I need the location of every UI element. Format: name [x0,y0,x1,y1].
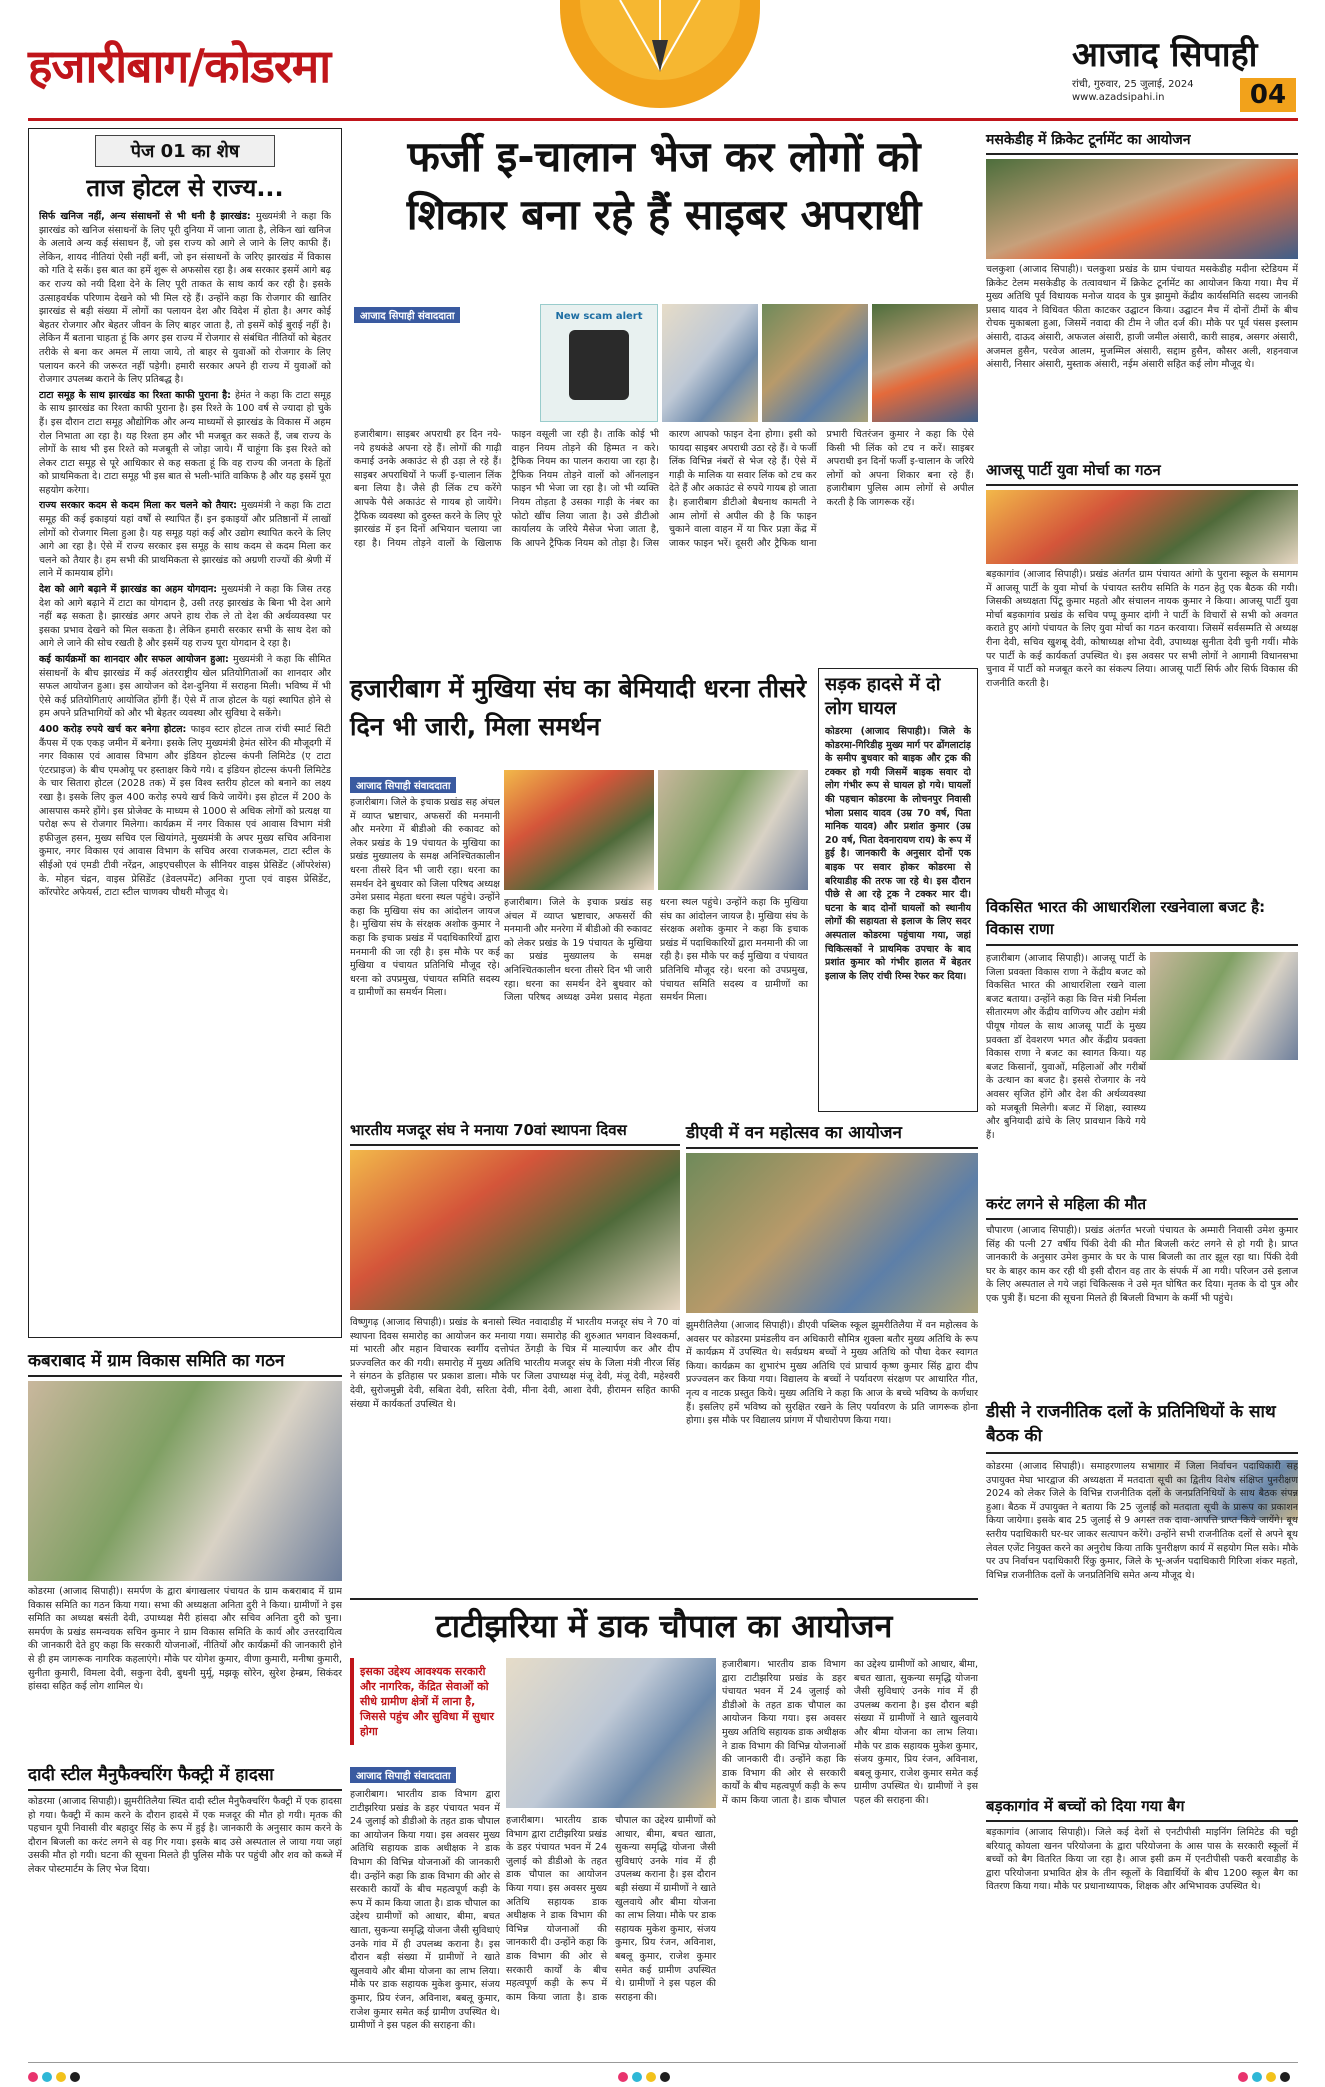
dc-body: कोडरमा (आजाद सिपाही)। समाहरणालय सभागार में जिला निर्वाचन पदाधिकारी सह उपायुक्त मेघा भारद्वाज की अध्यक्षता में मतदाता सूची का द्वितीय विशेष संक्षिप्त पुनरीक्षण 2024 को लेकर जिले के विभिन्न राजनीतिक दलों के जनप्रतिनिधियों के साथ बैठक संपन्न हुआ। बैठक में उपायुक्त ने बताया कि 25 जुलाई को मतदाता सूची के प्रारूप का प्रकाशन किया जायेगा। इसके बाद 25 जुलाई से 9 अगस्त तक दावा-आपत्ति प्राप्त किये जायेंगे। बूथ स्तरीय पदाधिकारी घर-घर जाकर सत्यापन करेंगे। उन्होंने सभी राजनीतिक दलों से अपने बूथ लेवल एजेंट नियुक्त करने का अनुरोध किया ताकि पुनरीक्षण कार्य में सहयोग मिल सके। मौके पर उप निर्वाचन पदाधिकारी रिंकु कुमार, जिले के भू-अर्जन पदाधिकारी गिरिजा शंकर महतो, विभिन्न राजनीतिक दलों के जनप्रतिनिधि समेत अन्य मौजूद थे। [986,1461,1298,1581]
main-story [350,128,978,664]
footer-dot [1266,2072,1276,2082]
dharna-body-right: हजारीबाग। जिले के इचाक प्रखंड सह अंचल में व्याप्त भ्रष्टाचार, अफसरों की मनमानी और मनरेगा में बीडीओ की रुकावट को लेकर प्रखंड के 19 पंचायत के मुखिया का प्रखंड मुख्यालय के समक्ष अनिश्चितकालीन धरना तीसरे दिन भी जारी रहा। धरना का समर्थन देने बुधवार को जिला परिषद अध्यक्ष उमेश प्रसाद मेहता धरना स्थल पहुंचे। उन्होंने कहा कि मुखिया संघ का आंदोलन जायज है। मुखिया संघ के संरक्षक अशोक कुमार ने कहा कि इचाक प्रखंड में पदाधिकारियों द्वारा मनमानी की जा रही है। इस मौके पर कई मुखिया व पंचायत प्रतिनिधि मौजूद रहे। धरना को उपप्रमुख, पंचायत समिति सदस्य व ग्रामीणों का समर्थन मिला। [504,897,808,1004]
paragraph-lead: सिर्फ खनिज नहीं, अन्य संसाधनों से भी धनी है झारखंड: [39,211,256,222]
bag-headline: बड़कागांव में बच्चों को दिया गया बैग [986,1794,1298,1822]
continued-paragraph [39,723,331,900]
tatijhariya-body-right: हजारीबाग। भारतीय डाक विभाग द्वारा टाटीझरिया प्रखंड के डहर पंचायत भवन में 24 जुलाई को डीडीओ के तहत डाक चौपाल का आयोजन किया गया। इस अवसर मुख्य अतिथि सहायक डाक अधीक्षक ने डाक विभाग की विभिन्न योजनाओं की जानकारी दी। उन्होंने कहा कि डाक विभाग की ओर से सरकारी कार्यों के बीच महत्वपूर्ण कड़ी के रूप में काम किया जाता है। डाक चौपाल का उद्देश्य ग्रामीणों को आधार, बीमा, बचत खाता, सुकन्या समृद्धि योजना जैसी सुविधाएं उनके गांव में ही उपलब्ध कराना है। इस दौरान बड़ी संख्या में ग्रामीणों ने खाते खुलवाये और बीमा योजना का लाभ लिया। मौके पर डाक सहायक मुकेश कुमार, संजय कुमार, प्रिय रंजन, अविनाश, बबलू कुमार, राजेश कुमार समेत कई ग्रामीण उपस्थित थे। ग्रामीणों ने इस पहल की सराहना की। [722,1659,978,1806]
cricket-body: चलकुशा (आजाद सिपाही)। चलकुशा प्रखंड के ग्राम पंचायत मसकेडीह मदीना स्टेडियम में क्रिकेट टेलम मसकेडीह के तत्वावधान में क्रिकेट टूर्नामेंट का आयोजन किया गया। मैच में मुख्य अतिथि पूर्व विधायक मनोज यादव के पुत्र झामुमो केंद्रीय कार्यसमिति सदस्य जानकी प्रसाद यादव ने विधिवत फीता काटकर उद्घाटन किया। उद्घाटन मैच में दोनों टीमों के बीच रोचक मुकाबला हुआ, जिसमें नवादा की टीम ने जीत दर्ज की। मौके पर पूर्व पंसस इस्लाम अंसारी, दाऊद अंसारी, अफजल अंसारी, हाजी जमील अंसारी, कारी साहब, असगर अंसारी, अजमल हुसैन, परवेज आलम, मुजम्मिल अंसारी, सद्दाम हुसैन, कौसर अली, शहनवाज अंसारी, निसार अंसारी, मुस्ताक अंसारी, नईम अंसारी सहित कई लोग मौजूद थे। [986,264,1298,371]
dharna-photo-1 [504,770,654,890]
kabrabad-body: कोडरमा (आजाद सिपाही)। समर्पण के द्वारा बंगाखलार पंचायत के ग्राम कबराबाद में ग्राम विकास समिति का गठन किया गया। सभा की अध्यक्षता अनिता दुरी ने किया। ग्रामीणों ने इस समिति का अध्यक्ष बसंती देवी, उपाध्यक्ष मैरी हांसदा और सचिव अनिता दुरी को चुना। समर्पण के प्रखंड समन्वयक सचिन कुमार ने ग्राम विकास समिति के कार्य और उत्तरदायित्व की जानकारी देते हुए कहा कि सरकारी योजनाओं, नीतियों और कार्यक्रमों की जानकारी होने से ही हम जागरूक नागरिक कहलाएंगे। मौके पर योगेश कुमार, वीणा कुमारी, मनीषा कुमारी, सुनीता कुमारी, विमला देवी, सकुना देवी, बुधनी मुर्मू, मझकू सोरेन, सुरेश हेम्ब्रम, सिकंदर हांसदा सहित कई लोग शामिल थे। [28,1586,342,1693]
cricket-headline: मसकेडीह में क्रिकेट टूर्नामेंट का आयोजन [986,128,1298,155]
dadi-story [28,1760,342,2050]
dav-photo [686,1153,978,1313]
bms-body: विष्णुगढ़ (आजाद सिपाही)। प्रखंड के बनासो स्थित नवादाडीह में भारतीय मजदूर संघ ने 70 वां स्थापना दिवस समारोह का आयोजन कर मनाया गया। समारोह की शुरुआत भगवान विश्वकर्मा, मां भारती और महान विचारक स्वर्गीय दत्तोपंत ठेंगड़ी के चित्र में माल्यार्पण कर और दीप प्रज्ज्वलित कर की गयी। समारोह में मुख्य अतिथि भारतीय मजदूर संघ के जिला मंत्री नीरज सिंह ने संगठन के इतिहास पर प्रकाश डाला। मौके पर जिला उपाध्यक्ष मंजू देवी, मंजू देवी, महेश्वरी देवी, सुरोजमुन्नी देवी, सबिता देवी, सरिता देवी, मीना देवी, आशा देवी, हीरामन सहित काफी संख्या में कार्यकर्ता उपस्थित थे। [350,1317,680,1410]
budget-body: हजारीबाग (आजाद सिपाही)। आजसू पार्टी के जिला प्रवक्ता विकास राणा ने केंद्रीय बजट को विकसित भारत की आधारशिला रखने वाला बजट बताया। उन्होंने कहा कि वित्त मंत्री निर्मला सीतारमण और केंद्रीय वाणिज्य और उद्योग मंत्री पीयूष गोयल के साथ आजसू पार्टी के मुख्य प्रवक्ता डॉ देवशरण भगत और केंद्रीय प्रवक्ता विकास राणा ने बजट का स्वागत किया। यह बजट किसानों, युवाओं, महिलाओं और गरीबों के उत्थान का बजट है। इससे रोजगार के नये अवसर सृजित होंगे और देश की अर्थव्यवस्था को मजबूती मिलेगी। बजट में शिक्षा, स्वास्थ्य और बुनियादी ढांचे के लिए प्रावधान किये गये हैं। [986,953,1146,1141]
echallan-poster [540,304,658,422]
header-rule [28,118,1298,121]
traffic-police-photo-1 [762,304,868,422]
footer-dot [28,2072,38,2082]
tatijhariya-photo [506,1658,716,1808]
paragraph-text: फाइव स्टार होटल ताज रांची स्मार्ट सिटी कैंपस में एक एकड़ जमीन में बनेगा। इसके लिए मुख्यमंत्री हेमंत सोरेन की मौजूदगी में नगर विकास एवं आवास विभाग और इंडियन होटल्स कंपनी लिमिटेड (ए टाटा एंटरप्राइज) के बीच एमओयू पर हस्ताक्षर किये गये। द इंडियन होटल्स कंपनी लिमिटेड के चार सितारा होटल (2028 तक) में इस विश्व स्तरीय होटल को बनाने का लक्ष्य रखा है। इसके लिए कुल 400 करोड़ रुपये खर्च किये जायेंगे। इस होटल में 200 के आसपास कमरे होंगे। इस प्रोजेक्ट के माध्यम से 1000 से अधिक लोगों को प्रत्यक्ष या परोक्ष रूप से रोजगार मिलेगा। कार्यक्रम में नगर विकास एवं आवास विभाग मंत्री हफीजुल हसन, मुख्य सचिव एल खियांगते, मुख्यमंत्री के अपर मुख्य सचिव अविनाश कुमार, नगर विकास एवं आवास विभाग के सचिव अरवा राजकमल, टाटा स्टील के सीईओ एवं एमडी टीवी नरेंद्रन, आइएचसीएल के सीनियर वाइस प्रेसिडेंट (ऑपरेशंस) के. मोहन चंद्रन, वाइस प्रेसिडेंट (डेवलपमेंट) अनिका गुप्ता एवं वाइस प्रेसिडेंट, कॉरपोरेट अफेयर्स, टाटा स्टील चाणक्य चौधरी मौजूद थे। [39,723,331,899]
tatijhariya-story [350,1598,978,2050]
kabrabad-headline: कबराबाद में ग्राम विकास समिति का गठन [28,1346,342,1377]
paper-name: आजाद सिपाही [1072,35,1258,75]
continued-body [39,210,331,1330]
tatijhariya-byline: आजाद सिपाही संवाददाता [350,1764,456,1783]
continued-paragraph [39,210,331,387]
ajsu-body: बड़कागांव (आजाद सिपाही)। प्रखंड अंतर्गत ग्राम पंचायत आंगो के पुराना स्कूल के समागम में आजसू पार्टी के युवा मोर्चा के पंचायत स्तरीय समिति के गठन हेतु एक बैठक की गयी। जिसकी अध्यक्षता पिंटू कुमार महतो और संचालन नायक कुमार ने किया। आजसू पार्टी युवा मोर्चा बड़कागांव प्रखंड के सचिव पप्पू कुमार दांगी ने पार्टी के विचारों से सभी को अवगत कराते हुए आंगो पंचायत के लिए युवा मोर्चा का गठन करवाया। जिसमें सर्वसम्मति से अध्यक्ष रीना देवी, सचिव खुशबू देवी, कोषाध्यक्ष शोभा देवी, उपाध्यक्ष सुनीता देवी चुनी गयीं। मौके पर पार्टी के कई कार्यकर्ता उपस्थित थे। इस अवसर पर सभी लोगों ने आगामी विधानसभा चुनाव में पार्टी को मजबूत करने का संकल्प लिया। आजसू पार्टी सिर्फ और सिर्फ विकास की राजनीति करती है। [986,569,1298,689]
paragraph-lead: देश को आगे बढ़ाने में झारखंड का अहम योगदान: [39,584,222,596]
paragraph-lead: राज्य सरकार कदम से कदम मिला कर चलने को तैयार: [39,500,242,512]
footer-dot [618,2072,628,2082]
tatijhariya-body-mid: हजारीबाग। भारतीय डाक विभाग द्वारा टाटीझरिया प्रखंड के डहर पंचायत भवन में 24 जुलाई को डीडीओ के तहत डाक चौपाल का आयोजन किया गया। इस अवसर मुख्य अतिथि सहायक डाक अधीक्षक ने डाक विभाग की विभिन्न योजनाओं की जानकारी दी। उन्होंने कहा कि डाक विभाग की ओर से सरकारी कार्यों के बीच महत्वपूर्ण कड़ी के रूप में काम किया जाता है। डाक चौपाल का उद्देश्य ग्रामीणों को आधार, बीमा, बचत खाता, सुकन्या समृद्धि योजना जैसी सुविधाएं उनके गांव में ही उपलब्ध कराना है। इस दौरान बड़ी संख्या में ग्रामीणों ने खाते खुलवाये और बीमा योजना का लाभ लिया। मौके पर डाक सहायक मुकेश कुमार, संजय कुमार, प्रिय रंजन, अविनाश, बबलू कुमार, राजेश कुमार समेत कई ग्रामीण उपस्थित थे। ग्रामीणों ने इस पहल की सराहना की। [506,1815,716,2003]
current-story [986,1192,1298,1392]
footer-dot [1280,2072,1290,2082]
main-body: हजारीबाग। साइबर अपराधी हर दिन नये-नये हथकंडे अपना रहे हैं। लोगों की गाढ़ी कमाई उनके अकाउंट से ही उड़ा ले रहे हैं। साइबर अपराधियों ने फर्जी इ-चालान लिंक बना लिया है। जैसे ही लिंक टच करेंगे आपके पैसे अकाउंट से गायब हो जायेंगे। ट्रैफिक व्यवस्था को दुरुस्त करने के लिए पूरे झारखंड में इन दिनों अभियान चलाया जा रहा है। नियम तोड़ने वालों के खिलाफ फाइन वसूली जा रही है। ताकि कोई भी वाहन नियम तोड़ने की हिम्मत न करे। ट्रैफिक नियम का पालन कराया जा रहा है। ट्रैफिक नियम तोड़ने वालों को ऑनलाइन फाइन भी भेजा जा रहा है। जो भी व्यक्ति नियम तोड़ता है उसका गाड़ी के नंबर का फोटो खींच लिया जाता है। उसे डीटीओ कार्यालय के जरिये मैसेज भेजा जाता है, कि आपने ट्रैफिक नियम को तोड़ा है। जिस कारण आपको फाइन देना होगा। इसी को फायदा साइबर अपराधी उठा रहे हैं। वे फर्जी लिंक विभिन्न नंबरों से भेज रहे हैं। ऐसे में गाड़ी के मालिक या सवार लिंक को टच कर देते हैं और अकाउंट से रुपये गायब हो जाता है। हजारीबाग डीटीओ बैधनाथ कामती ने आम लोगों से अपील की है कि फाइन चुकाने वाला वाहन में या फिर प्रज्ञा केंद्र में जाकर फाइन भरें। दूसरी और ट्रैफिक थाना प्रभारी चितरंजन कुमार ने कहा कि ऐसे किसी भी लिंक को टच न करें। साइबर अपराधी इन दिनों फर्जी इ-चालान के जरिये लोगों को अपना शिकार बना रहे हैं। हजारीबाग पुलिस आम लोगों से अपील करती है कि जागरूक रहें। [354,429,974,549]
dc-headline: डीसी ने राजनीतिक दलों के प्रतिनिधियों के साथ बैठक की [986,1398,1298,1454]
budget-photo [1150,952,1298,1060]
continued-paragraph [39,389,331,498]
dharna-story [350,670,810,1110]
continued-label: पेज 01 का शेष [95,135,275,167]
bms-story [350,1118,680,1592]
main-byline [354,304,534,323]
tatijhariya-headline: टाटीझरिया में डाक चौपाल का आयोजन [350,1598,978,1652]
byline-tag: आजाद सिपाही संवाददाता [354,307,460,323]
road-accident-headline: सड़क हादसे में दो लोग घायल [825,674,941,719]
paragraph-text: मुख्यमंत्री ने कहा कि सीमित संसाधनों के बीच झारखंड में कई अंतरराष्ट्रीय खेल प्रतियोगिताओं का शानदार और सफल आयोजन हुआ। इस आयोजन को देश-दुनिया में सराहना मिली। भविष्य में भी ऐसे कई प्रतियोगिताएं आयोजित होंगी हैं। ऐसे में ताज होटल के यहां स्थापित होने से हम अपने प्रतिभागियों को और भी बेहतर व्यवस्था और सुविधा दे सकेंगे। [39,654,331,720]
footer-dot [1238,2072,1248,2082]
traffic-signal-photo [662,304,758,422]
continued-paragraph [39,499,331,581]
footer-dots-left [28,2067,84,2086]
paragraph-text: हेमंत ने कहा कि टाटा समूह के साथ झारखंड का रिश्ता काफी पुराना है। इस रिश्ते के 100 वर्ष से ज्यादा हो चुके हैं। इस दौरान टाटा समूह औद्योगिक और अन्य माध्यमों से झारखंड के विकास में अहम रोल निभाता आ रहा है। यह रिश्ता हम और भी मजबूत कर सकते हैं, जब राज्य के लोगों के साथ भी इस रिश्ते को मजबूती से जोड़ा जाये। मैं चाहूंगा कि इस रिश्ते को लेकर टाटा समूह से पूरे आधिकार से कह सकता हूं कि वह राज्य की जनता के हितों को प्राथमिकता दे। टाटा समूह भी इस बात से भली-भांति वाकिफ है और यह इसमें पूरा सहयोग करेगा। [39,389,331,496]
footer-dot [70,2072,80,2082]
poster-text: New scam alert [555,311,643,322]
bag-body: बड़कागांव (आजाद सिपाही)। जिले कई देशों से एनटीपीसी माइनिंग लिमिटेड की चट्टी बरियातू कोयला खनन परियोजना के द्वारा परियोजना के आस पास के सरकारी स्कूलों में बच्चों को बैग वितरित किया जा रहा है। आज इसी क्रम में एनटीपीसी पकरी बरवाडीह के द्वारा परियोजना प्रभावित क्षेत्र के तीन स्कूलों के विद्यार्थियों के बीच 1200 स्कूल बैग का वितरण किया गया। मौके पर प्रधानाध्यापक, शिक्षक और अभिभावक उपस्थित थे। [986,1827,1298,1893]
dadi-headline: दादी स्टील मैनुफैक्चरिंग फैक्ट्री में हादसा [28,1760,342,1791]
ajsu-photo [986,490,1298,564]
footer-dot [646,2072,656,2082]
traffic-police-photo-2 [872,304,978,422]
continued-paragraph [39,583,331,651]
bms-photo [350,1150,680,1310]
ajsu-headline: आजसू पार्टी युवा मोर्चा का गठन [986,458,1298,486]
footer-dot [1252,2072,1262,2082]
bms-headline: भारतीय मजदूर संघ ने मनाया 70वां स्थापना दिवस [350,1118,680,1146]
footer-dot [632,2072,642,2082]
budget-headline: विकसित भारत की आधारशिला रखनेवाला बजट है: विकास राणा [986,894,1298,946]
footer-dot [42,2072,52,2082]
phone-graphic [569,330,629,400]
section-title: हजारीबाग/कोडरमा [28,39,331,93]
dc-story [986,1398,1298,1788]
date-line: रांची, गुरुवार, 25 जुलाई, 2024 [1072,79,1194,90]
paragraph-text: मुख्यमंत्री ने कहा कि टाटा समूह की कई इकाइयां यहां वर्षों से स्थापित हैं। इन इकाइयों और प्रतिष्ठानों में लाखों लोगों को रोजगार मिला हुआ है। यह समूह यहां कई और उद्योग स्थापित करने के लिए आगे आ रहा है। ऐसे में राज्य सरकार इस समूह के साथ कदम से कदम मिला कर चलने को तैयार है। हम सभी की प्राथमिकता से झारखंड को अग्रणी राज्यों की श्रेणी में लाने में कामयाब होंगे। [39,500,331,580]
tatijhariya-quote: इसका उद्देश्य आवश्यक सरकारी और नागरिक, केंद्रित सेवाओं को सीधे ग्रामीण क्षेत्रों में लाना है, जिससे पहुंच और सुविधा में सुधार होगा [350,1658,500,1745]
budget-story [986,894,1298,1186]
ajsu-story [986,458,1298,888]
cricket-story [986,128,1298,454]
current-body: चौपारण (आजाद सिपाही)। प्रखंड अंतर्गत भरजो पंचायत के अम्मारी निवासी उमेश कुमार सिंह की पत्नी 27 वर्षीय पिंकी देवी की मौत बिजली करंट लगने से हो गयी है। प्राप्त जानकारी के अनुसार उमेश कुमार के घर के पास बिजली का तार झूल रहा था। पिंकी देवी घर के बाहर काम कर रही थी इसी दौरान वह तार के संपर्क में आ गयी। परिजन उसे इलाज के लिए अस्पताल ले गये जहां चिकित्सक ने उसे मृत घोषित कर दिया। मृतक के दो पुत्र और एक पुत्री हैं। घटना की सूचना मिलते ही बिजली विभाग के कर्मी भी पहुंचे। [986,1225,1298,1304]
cricket-photo [986,159,1298,259]
footer-dots-center [618,2067,674,2086]
paragraph-lead: टाटा समूह के साथ झारखंड का रिश्ता काफी पुराना है: [39,389,235,401]
page-number: 04 [1240,78,1296,112]
continued-story-box [28,128,342,1338]
paragraph-lead: कई कार्यक्रमों का शानदार और सफल आयोजन हुआ: [39,654,233,665]
dharna-photo-2 [658,770,808,890]
dav-headline: डीएवी में वन महोत्सव का आयोजन [686,1118,978,1149]
bag-story [986,1794,1298,2050]
dharna-byline: आजाद सिपाही संवाददाता [350,774,456,793]
page-header [0,0,1325,118]
footer-dots-right [1238,2067,1294,2086]
footer-dot [660,2072,670,2082]
kabrabad-story [28,1346,342,1756]
dav-body: झुमरीतिलैया (आजाद सिपाही)। डीएवी पब्लिक स्कूल झुमरीतिलैया में वन महोत्सव के अवसर पर कोडरमा प्रमंडलीय वन अधिकारी सौमित्र शुक्ला बतौर मुख्य अतिथि के रूप में कार्यक्रम में उपस्थित थे। सर्वप्रथम बच्चों ने मुख्य अतिथि को पौधा देकर स्वागत किया। कार्यक्रम का शुभारंभ मुख्य अतिथि एवं प्राचार्य कृष्ण कुमार सिंह द्वारा दीप प्रज्ज्वलन कर किया गया। विद्यालय के बच्चों ने पर्यावरण संरक्षण पर आधारित गीत, नृत्य व नाटक प्रस्तुत किये। मुख्य अतिथि ने कहा कि आज के बच्चे भविष्य के कर्णधार हैं। इसलिए हमें भविष्य को सुरक्षित रखने के लिए पर्यावरण के प्रति जागरूक होना होगा। इस मौके पर विद्यालय प्रांगण में पौधारोपण किया गया। [686,1320,978,1427]
paragraph-text: मुख्यमंत्री ने कहा कि झारखंड को खनिज संसाधनों के लिए पूरी दुनिया में जाना जाता है, लेकिन खां खनिज के अलावे अन्य कई संसाधन हैं, जो इस राज्य को आगे ले जाने के लिए काफी हैं। लेकिन, शायद नीतियां ऐसी नहीं बनीं, जो इन संसाधनों के जरिए झारखंड में विकास को गति दे सकें। इस बात का हमें शुरू से अफसोस रहा है। अब सरकार इसमें आगे बढ़ कर राज्य को नयी दिशा देने के लिए पूरी ताकत के साथ कार्य कर रही है। इसके उत्साहवर्धक परिणाम देखने को भी मिल रहे हैं। उन्होंने कहा कि रोजगार की खातिर झारखंड से बड़ी संख्या में लोगों का पलायन देश और विदेश में होता है। अगर कोई बेहतर रोजगार और बेहतर जीवन के लिए बाहर जाता है, तो इसमें कोई बुराई नहीं है। लेकिन मैं बताना चाहता हूं कि अगर इस राज्य में रोजगार से संबंधित नीतियों को बेहतर तरीके से बना कर अमल में लाया जाये, तो बाहर से युवाओं को रोजगार के लिए पलायन करने की जरूरत नहीं पड़ेगी। हमारी सरकार अपने ही राज्य में युवाओं को रोजगार उपलब्ध कराने के लिए प्रतिबद्ध है। [39,211,331,386]
kabrabad-photo [28,1381,342,1581]
website-link[interactable]: www.azadsipahi.in [1072,92,1165,103]
dharna-body-left: हजारीबाग। जिले के इचाक प्रखंड सह अंचल में व्याप्त भ्रष्टाचार, अफसरों की मनमानी और मनरेगा में बीडीओ की रुकावट को लेकर प्रखंड के 19 पंचायत के मुखिया का प्रखंड मुख्यालय के समक्ष अनिश्चितकालीन धरना तीसरे दिन भी जारी रहा। धरना का समर्थन देने बुधवार को जिला परिषद अध्यक्ष उमेश प्रसाद मेहता धरना स्थल पहुंचे। उन्होंने कहा कि मुखिया संघ का आंदोलन जायज है। मुखिया संघ के संरक्षक अशोक कुमार ने कहा कि इचाक प्रखंड में पदाधिकारियों द्वारा मनमानी की जा रही है। इस मौके पर कई मुखिया व पंचायत प्रतिनिधि मौजूद रहे। धरना को उपप्रमुख, पंचायत समिति सदस्य व ग्रामीणों का समर्थन मिला। [350,797,500,999]
main-headline: फर्जी इ-चालान भेज कर लोगों को शिकार बना रहे हैं साइबर अपराधी [406,132,922,239]
paragraph-lead: 400 करोड़ रुपये खर्च कर बनेगा होटल: [39,723,191,735]
page-footer [28,2062,1298,2078]
dav-story [686,1118,978,1592]
sun-logo [560,0,760,112]
dharna-headline: हजारीबाग में मुखिया संघ का बेमियादी धरना तीसरे दिन भी जारी, मिला समर्थन [350,674,807,741]
tatijhariya-body-left: हजारीबाग। भारतीय डाक विभाग द्वारा टाटीझरिया प्रखंड के डहर पंचायत भवन में 24 जुलाई को डीडीओ के तहत डाक चौपाल का आयोजन किया गया। इस अवसर मुख्य अतिथि सहायक डाक अधीक्षक ने डाक विभाग की विभिन्न योजनाओं की जानकारी दी। उन्होंने कहा कि डाक विभाग की ओर से सरकारी कार्यों के बीच महत्वपूर्ण कड़ी के रूप में काम किया जाता है। डाक चौपाल का उद्देश्य ग्रामीणों को आधार, बीमा, बचत खाता, सुकन्या समृद्धि योजना जैसी सुविधाएं उनके गांव में ही उपलब्ध कराना है। इस दौरान बड़ी संख्या में ग्रामीणों ने खाते खुलवाये और बीमा योजना का लाभ लिया। मौके पर डाक सहायक मुकेश कुमार, संजय कुमार, प्रिय रंजन, अविनाश, बबलू कुमार, राजेश कुमार समेत कई ग्रामीण उपस्थित थे। ग्रामीणों ने इस पहल की सराहना की। [350,1789,500,2032]
road-accident-body: कोडरमा (आजाद सिपाही)। जिले के कोडरमा-गिरिडीह मुख्य मार्ग पर ढोंगलाटांड़ के समीप बुधवार को बाइक और ट्रक की टक्कर हो गयी जिसमें बाइक सवार दो लोग गंभीर रूप से घायल हो गये। घायलों की पहचान कोडरमा के लोचनपुर निवासी भोला प्रसाद यादव (उम्र 70 वर्ष, पिता मानिक यादव) और प्रशांत कुमार (उम्र 20 वर्ष, पिता देवनारायण राय) के रूप में हुई है। जानकारी के अनुसार दोनों एक बाइक पर सवार होकर कोडरमा से बरियाडीह की तरफ जा रहे थे। इस दौरान पीछे से आ रहे ट्रक ने टक्कर मार दी। घटना के बाद दोनों घायलों को स्थानीय लोगों की सहायता से इलाज के लिए सदर अस्पताल कोडरमा पहुंचाया गया, जहां चिकित्सकों ने प्राथमिक उपचार के बाद प्रशांत कुमार को गंभीर हालत में बेहतर इलाज के लिए रांची रिम्स रेफर कर दिया। [825,726,971,982]
continued-title: ताज होटल से राज्य... [86,174,284,202]
current-headline: करंट लगने से महिला की मौत [986,1192,1298,1220]
paragraph-text: मुख्यमंत्री ने कहा कि जिस तरह देश को आगे बढ़ाने में टाटा का योगदान है, उसी तरह झारखंड के बिना भी देश आगे नहीं बढ़ सकता है। झारखंड अगर अपने हाथ रोक ले तो देश की अर्थव्यवस्था पर इसका प्रभाव देखने को मिल सकता है। लेकिन हमारी सरकार सभी के साथ देश को आगे ले जाने की सोच रखती है और इसमें यह राज्य पूरा योगदान दे रहा है। [39,584,331,650]
footer-dot [56,2072,66,2082]
dadi-body: कोडरमा (आजाद सिपाही)। झुमरीतिलैया स्थित दादी स्टील मैनुफैक्चरिंग फैक्ट्री में एक हादसा हो गया। फैक्ट्री में काम करने के दौरान हादसे में एक मजदूर की मौत हो गयी। मृतक की पहचान यूपी निवासी वीर बहादुर सिंह के रूप में हुई है। जानकारी के अनुसार काम करने के दौरान बिजली का करंट लगने से वह गिर गया। इसके बाद उसे अस्पताल ले जाया गया जहां उसकी मौत हो गयी। घटना की सूचना मिलते ही पुलिस मौके पर पहुंची और शव को कब्जे में लेकर पोस्टमार्टम के लिए भेज दिया। [28,1796,342,1875]
continued-paragraph [39,653,331,721]
road-accident-box [818,668,978,1112]
